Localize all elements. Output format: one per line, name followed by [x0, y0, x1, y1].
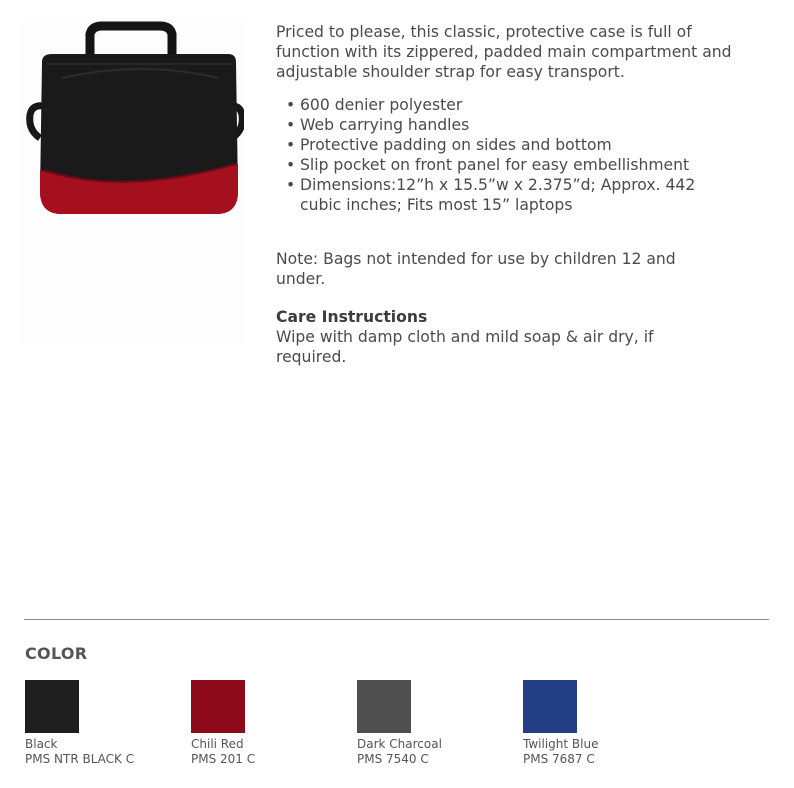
swatch-name: Twilight Blue	[523, 737, 599, 751]
feature-item	[286, 115, 746, 135]
swatch-pms: PMS 7540 C	[357, 752, 429, 766]
feature-item	[286, 155, 746, 175]
swatch-name: Chili Red	[191, 737, 244, 751]
swatch-chili-red	[191, 680, 245, 733]
feature-list	[276, 95, 746, 215]
swatch-pms: PMS NTR BLACK C	[25, 752, 135, 766]
color-heading: COLOR	[25, 644, 88, 663]
swatch-dark-charcoal	[357, 680, 411, 733]
bullet-icon: •	[286, 176, 296, 194]
swatch-label-dark-charcoal	[357, 737, 442, 767]
feature-item	[286, 95, 746, 115]
section-divider	[24, 619, 769, 620]
swatch-name: Black	[25, 737, 58, 751]
swatch-twilight-blue	[523, 680, 577, 733]
swatch-pms: PMS 7687 C	[523, 752, 595, 766]
bullet-icon: •	[286, 136, 296, 154]
care-instructions-text: Wipe with damp cloth and mild soap & air dry, if required.	[276, 328, 654, 366]
feature-item	[286, 135, 746, 155]
care-instructions-title: Care Instructions	[276, 308, 428, 326]
product-description: Priced to please, this classic, protective case is full of function with its zippered, padded main compartment and adjustable shoulder strap for easy transport.	[276, 23, 732, 81]
swatch-pms: PMS 201 C	[191, 752, 256, 766]
product-description-block	[276, 22, 746, 367]
feature-text: 600 denier polyester	[300, 96, 463, 114]
swatch-name: Dark Charcoal	[357, 737, 442, 751]
feature-text: Dimensions:12”h x 15.5”w x 2.375”d; Approx. 442 cubic inches; Fits most 15” laptops	[300, 176, 696, 214]
feature-text: Web carrying handles	[300, 116, 470, 134]
bullet-icon: •	[286, 96, 296, 114]
swatch-label-chili-red	[191, 737, 255, 767]
bullet-icon: •	[286, 156, 296, 174]
age-note: Note: Bags not intended for use by children 12 and under.	[276, 250, 676, 288]
swatch-label-twilight-blue	[523, 737, 598, 767]
feature-text: Protective padding on sides and bottom	[300, 136, 612, 154]
feature-text: Slip pocket on front panel for easy embellishment	[300, 156, 690, 174]
feature-item	[286, 175, 700, 215]
bullet-icon: •	[286, 116, 296, 134]
laptop-bag-illustration	[22, 20, 244, 345]
swatch-label-black	[25, 737, 134, 767]
swatch-black	[25, 680, 79, 733]
product-image	[22, 20, 244, 345]
